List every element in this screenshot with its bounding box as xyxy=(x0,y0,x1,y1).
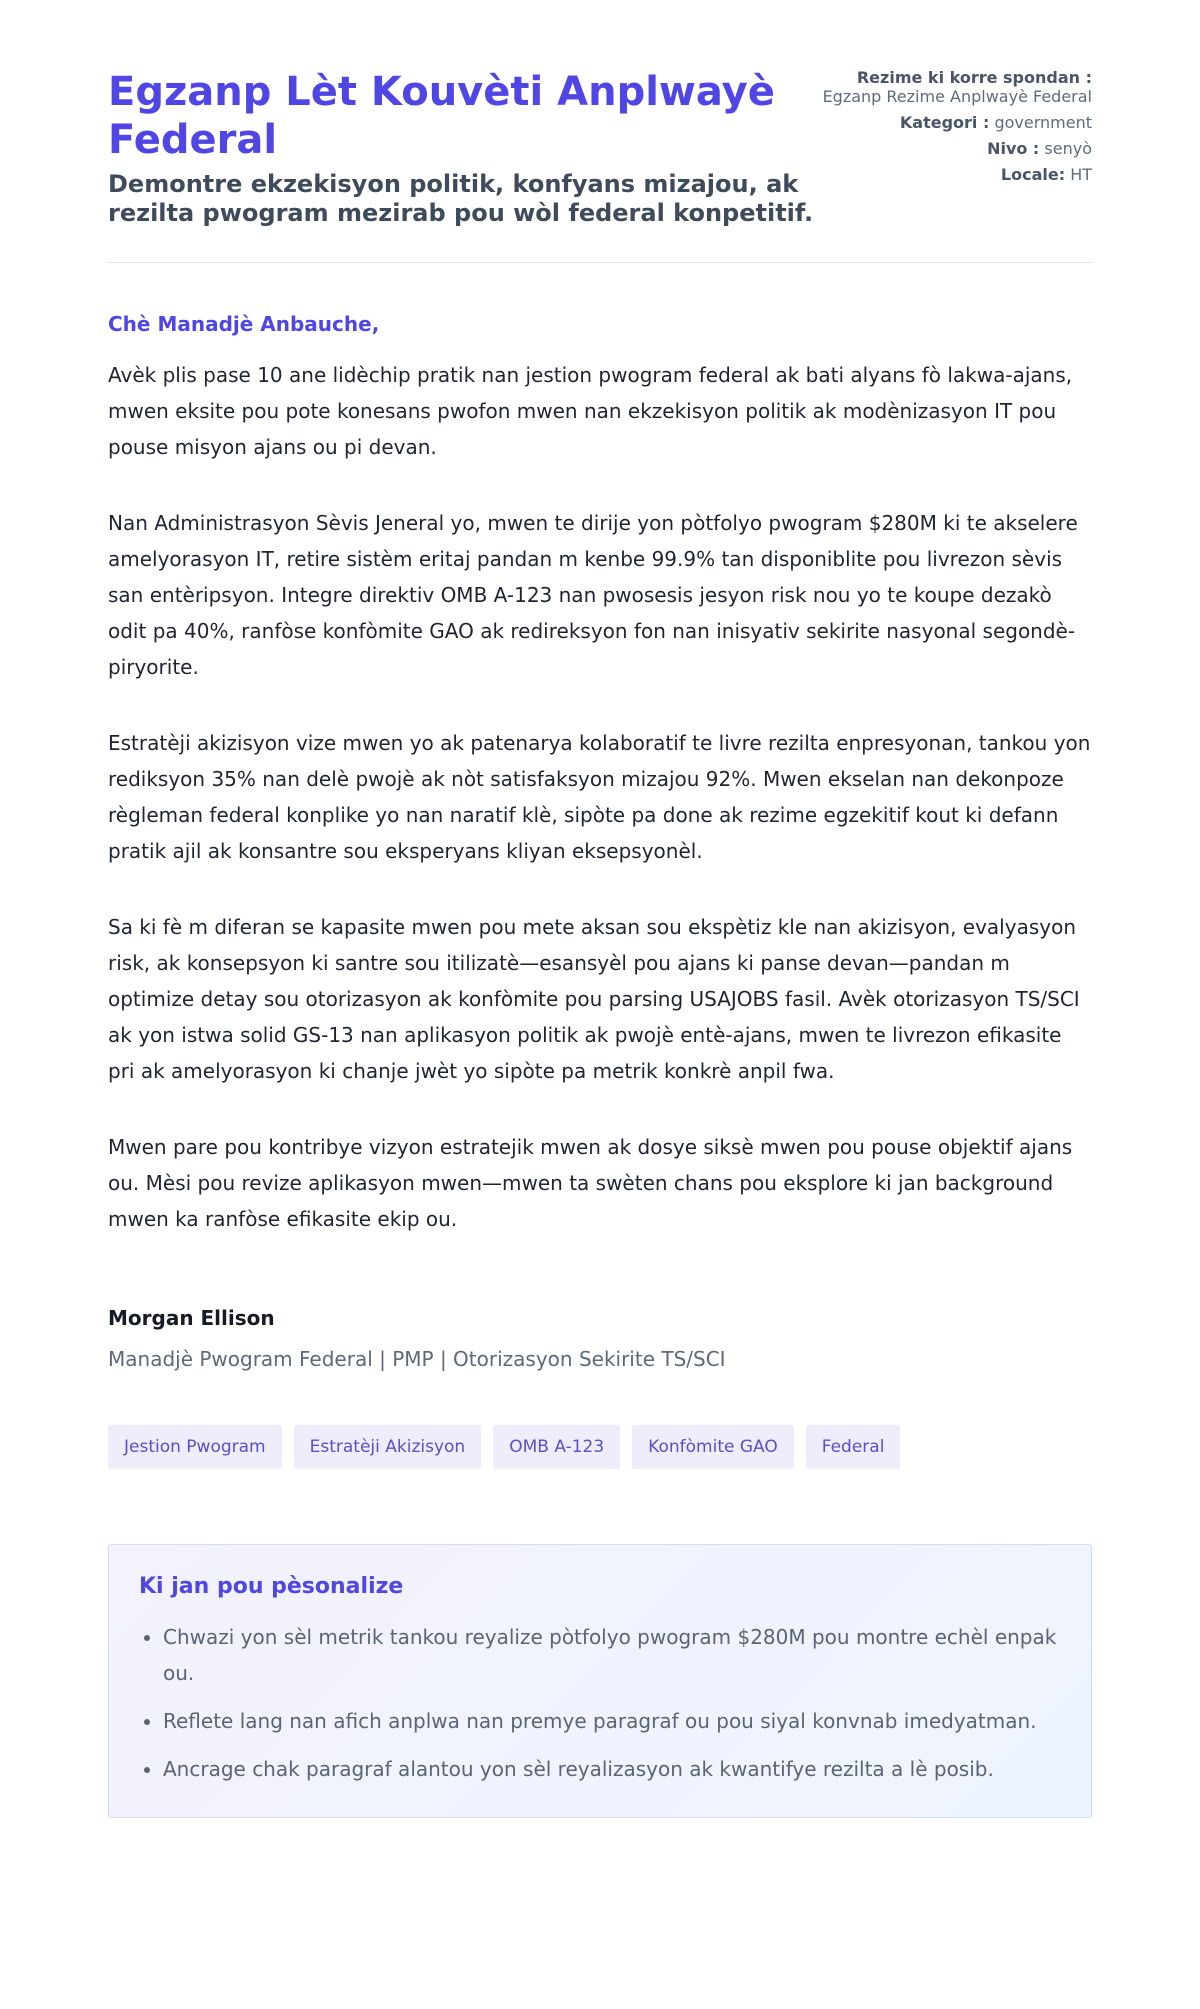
signature-title: Manadjè Pwogram Federal | PMP | Otorizasyon Sekirite TS/SCI xyxy=(108,1347,726,1371)
tag-chip[interactable]: Federal xyxy=(806,1425,901,1469)
meta-category xyxy=(816,113,1092,132)
letter-paragraph-4: Sa ki fè m diferan se kapasite mwen pou mete aksan sou ekspètiz kle nan akizisyon, evalyasyon risk, ak konsepsyon ki santre sou itilizatè—esansyèl pou ajans ki panse devan—pandan m optimize detay sou otorizasyon ak konfòmite pou parsing USAJOBS fasil. Avèk otorizasyon TS/SCI ak yon istwa solid GS-13 nan aplikasyon politik ak pwojè entè-ajans, mwen te livrezon efikasite pri ak amelyorasyon ki chanje jwèt yo sipòte pa metrik konkrè anpil fwa. xyxy=(108,915,1080,1083)
letter-paragraph-2: Nan Administrasyon Sèvis Jeneral yo, mwen te dirije yon pòtfolyo pwogram $280M ki te akselere amelyorasyon IT, retire sistèm eritaj pandan m kenbe 99.9% tan disponiblite pou livrezon sèvis san entèripsyon. Integre direktiv OMB A-123 nan pwosesis jesyon risk nou yo te koupe dezakò odit pa 40%, ranfòse konfòmite GAO ak redireksyon fon nan inisyativ sekirite nasyonal segondè-piryorite. xyxy=(108,511,1078,679)
meta-level-label: Nivo : xyxy=(987,139,1040,158)
meta-resume-label: Rezime ki korre spondan : xyxy=(856,68,1092,87)
page-header xyxy=(108,68,1092,263)
meta-locale-label: Locale: xyxy=(1000,165,1066,184)
meta-level-value: senyò xyxy=(1044,139,1092,158)
list-item: • Reflete lang nan afich anplwa nan premye paragraf ou pou siyal konvnab imedyatman. xyxy=(163,1703,1061,1739)
keyword-tags xyxy=(108,1425,1092,1469)
customization-tips xyxy=(108,1544,1092,1818)
list-item: • Chwazi yon sèl metrik tankou reyalize pòtfolyo pwogram $280M pou montre echèl enpak ou. xyxy=(163,1619,1061,1691)
letter-greeting: Chè Manadjè Anbauche, xyxy=(108,312,380,336)
title-block xyxy=(108,68,816,228)
tag-chip[interactable]: OMB A-123 xyxy=(493,1425,620,1469)
letter-paragraph-1: Avèk plis pase 10 ane lidèchip pratik nan jestion pwogram federal ak bati alyans fò lakwa-ajans, mwen eksite pou pote konesans pwofon mwen nan ekzekisyon politik ak modènizasyon IT pou pouse misyon ajans ou pi devan. xyxy=(108,363,1073,459)
tips-title: Ki jan pou pèsonalize xyxy=(139,1574,404,1599)
meta-level xyxy=(816,139,1092,158)
signature-name: Morgan Ellison xyxy=(108,1306,275,1330)
list-item: • Ancrage chak paragraf alantou yon sèl reyalizasyon ak kwantifye rezilta a lè posib. xyxy=(163,1751,1061,1787)
meta-category-value: government xyxy=(994,113,1092,132)
meta-locale-value: HT xyxy=(1070,165,1092,184)
page-title: Egzanp Lèt Kouvèti Anplwayè Federal xyxy=(108,69,775,163)
tag-chip[interactable]: Jestion Pwogram xyxy=(108,1425,282,1469)
meta-category-label: Kategori : xyxy=(899,113,990,132)
letter-body xyxy=(108,311,1092,1372)
meta-resume xyxy=(816,68,1092,106)
meta-locale xyxy=(816,165,1092,184)
meta-panel xyxy=(816,68,1092,191)
meta-resume-link[interactable]: Egzanp Rezime Anplwayè Federal xyxy=(822,87,1092,106)
tag-chip[interactable]: Estratèji Akizisyon xyxy=(294,1425,482,1469)
page-subtitle: Demontre ekzekisyon politik, konfyans mizajou, ak rezilta pwogram mezirab pou wòl federal konpetitif. xyxy=(108,170,814,227)
signature-block xyxy=(108,1305,1092,1372)
letter-paragraph-5: Mwen pare pou kontribye vizyon estratejik mwen ak dosye siksè mwen pou pouse objektif ajans ou. Mèsi pou revize aplikasyon mwen—mwen ta swèten chans pou eksplore ki jan background mwen ka ranfòse efikasite ekip ou. xyxy=(108,1135,1073,1231)
tips-list xyxy=(139,1619,1061,1787)
tag-chip[interactable]: Konfòmite GAO xyxy=(632,1425,794,1469)
letter-paragraph-3: Estratèji akizisyon vize mwen yo ak patenarya kolaboratif te livre rezilta enpresyonan, tankou yon rediksyon 35% nan delè pwojè ak nòt satisfaksyon mizajou 92%. Mwen ekselan nan dekonpoze règleman federal konplike yo nan naratif klè, sipòte pa done ak rezime egzekitif kout ki defann pratik ajil ak konsantre sou eksperyans kliyan eksepsyonèl. xyxy=(108,731,1091,863)
